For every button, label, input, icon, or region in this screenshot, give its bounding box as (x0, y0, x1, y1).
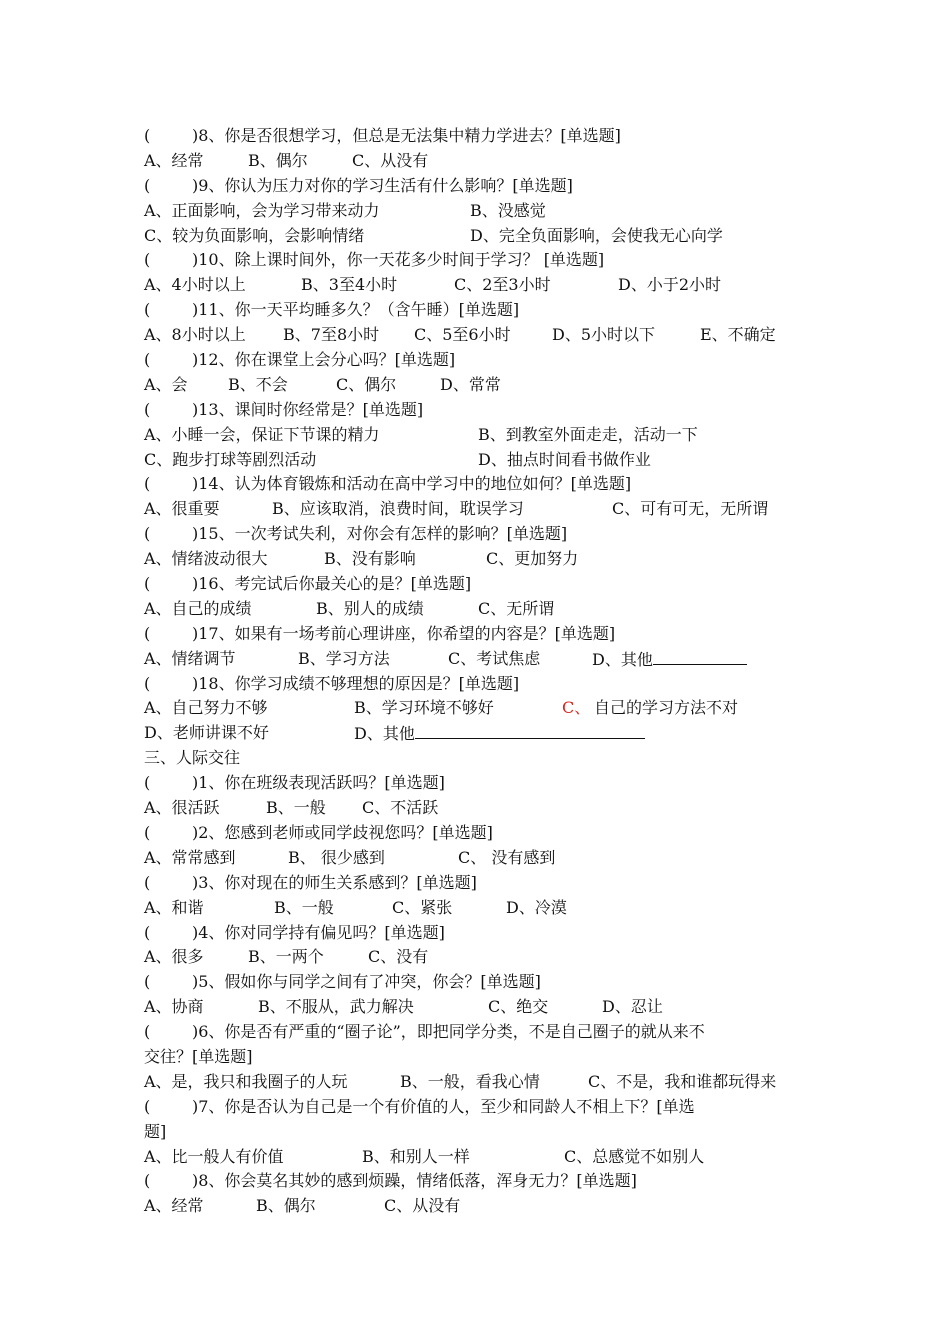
question-text: )7、你是否认为自己是一个有价值的人，至少和同龄人不相上下？[单选 (192, 1096, 695, 1116)
question-line (144, 398, 816, 423)
answer-bracket: ( (144, 574, 151, 594)
option-text: B、偶尔 (256, 1196, 316, 1216)
answer-bracket: ( (144, 300, 151, 320)
option-text: A、和谐 (144, 897, 204, 917)
question-line (144, 871, 816, 896)
option-text: A、经常 (144, 1196, 204, 1216)
answer-bracket: ( (144, 872, 151, 892)
question-line (144, 124, 816, 149)
option-text: E、不确定 (700, 325, 776, 345)
options-line (144, 796, 816, 821)
fill-in-blank (653, 647, 747, 665)
question-line (144, 771, 816, 796)
answer-bracket: ( (144, 250, 151, 270)
option-text: B、3至4小时 (301, 275, 398, 295)
option-text: C、可有可无，无所谓 (612, 499, 769, 519)
options-line (144, 1194, 816, 1219)
question-text: )10、除上课时间外，你一天花多少时间于学习？ [单选题] (192, 250, 605, 270)
question-text: )9、你认为压力对你的学习生活有什么影响？[单选题] (192, 175, 573, 195)
option-text: B、7至8小时 (283, 325, 380, 345)
option-text: C、跑步打球等剧烈活动 (144, 449, 317, 469)
question-text: )15、一次考试失利，对你会有怎样的影响？[单选题] (192, 524, 568, 544)
options-line (144, 597, 816, 622)
question-line (144, 1095, 816, 1120)
options-line (144, 224, 816, 249)
option-text: C、 没有感到 (458, 847, 556, 867)
options-line (144, 945, 816, 970)
option-text: C、5至6小时 (414, 325, 511, 345)
options-line (144, 995, 816, 1020)
option-text: A、常常感到 (144, 847, 236, 867)
option-text: D、其他 (592, 647, 747, 673)
question-text: )16、考完试后你最关心的是？[单选题] (192, 574, 472, 594)
fill-in-blank (415, 721, 645, 739)
option-text: C、较为负面影响，会影响情绪 (144, 225, 365, 245)
options-line (144, 696, 816, 721)
option-text: C、从没有 (352, 150, 429, 170)
question-line (144, 472, 816, 497)
answer-bracket: ( (144, 175, 151, 195)
answer-bracket: ( (144, 524, 151, 544)
answer-bracket: ( (144, 350, 151, 370)
question-line (144, 1169, 816, 1194)
option-text: 自己的学习方法不对 (594, 698, 739, 718)
options-line (144, 273, 816, 298)
option-text: B、和别人一样 (362, 1146, 470, 1166)
option-text: D、5小时以下 (552, 325, 656, 345)
option-text: A、4小时以上 (144, 275, 246, 295)
question-text: )14、认为体育锻炼和活动在高中学习中的地位如何？[单选题] (192, 474, 632, 494)
question-text: )4、你对同学持有偏见吗？[单选题] (192, 922, 445, 942)
question-text: )8、你会莫名其妙的感到烦躁，情绪低落，浑身无力？[单选题] (192, 1171, 637, 1191)
option-text: B、到教室外面走走，活动一下 (478, 424, 698, 444)
options-line (144, 721, 816, 746)
option-text: A、情绪调节 (144, 648, 236, 668)
option-text: C、从没有 (384, 1196, 461, 1216)
options-line (144, 423, 816, 448)
option-text: B、一般 (274, 897, 334, 917)
questionnaire-content (144, 124, 816, 1219)
answer-bracket: ( (144, 972, 151, 992)
answer-bracket: ( (144, 922, 151, 942)
option-text: B、偶尔 (248, 150, 308, 170)
answer-bracket: ( (144, 474, 151, 494)
option-text: D、小于2小时 (618, 275, 722, 295)
options-line (144, 373, 816, 398)
question-line (144, 572, 816, 597)
option-text: D、完全负面影响，会使我无心向学 (470, 225, 723, 245)
question-line (144, 622, 816, 647)
question-line (144, 921, 816, 946)
options-line (144, 199, 816, 224)
options-line (144, 647, 816, 672)
option-text: C、偶尔 (336, 374, 397, 394)
question-text: )17、如果有一场考前心理讲座，你希望的内容是？[单选题] (192, 623, 616, 643)
option-text: C、绝交 (488, 997, 549, 1017)
question-text: )2、您感到老师或同学歧视您吗？[单选题] (192, 822, 493, 842)
answer-bracket: ( (144, 1096, 151, 1116)
option-text: A、自己努力不够 (144, 698, 268, 718)
option-text: C、无所谓 (478, 598, 555, 618)
answer-bracket: ( (144, 399, 151, 419)
option-text: C、2至3小时 (454, 275, 551, 295)
question-line (144, 174, 816, 199)
question-text: )5、假如你与同学之间有了冲突，你会？[单选题] (192, 972, 541, 992)
question-text: )11、你一天平均睡多久？（含午睡）[单选题] (192, 300, 520, 320)
option-text: C、没有 (368, 947, 429, 967)
option-text: D、抽点时间看书做作业 (478, 449, 651, 469)
section-title: 三、人际交往 (144, 748, 241, 768)
answer-bracket: ( (144, 673, 151, 693)
question-line (144, 821, 816, 846)
options-line (144, 149, 816, 174)
option-text: C、更加努力 (486, 549, 579, 569)
question-line (144, 298, 816, 323)
option-text: A、正面影响，会为学习带来动力 (144, 200, 380, 220)
option-text: D、冷漠 (506, 897, 567, 917)
answer-bracket: ( (144, 773, 151, 793)
question-text: )6、你是否有严重的“圈子论”，即把同学分类，不是自己圈子的就从来不 (192, 1022, 705, 1042)
answer-bracket: ( (144, 1171, 151, 1191)
options-line (144, 497, 816, 522)
option-text: A、很重要 (144, 499, 220, 519)
question-text: )12、你在课堂上会分心吗？[单选题] (192, 350, 456, 370)
option-text: C、总感觉不如别人 (564, 1146, 705, 1166)
option-text: B、一般，看我心情 (400, 1071, 540, 1091)
question-text: )3、你对现在的师生关系感到？[单选题] (192, 872, 477, 892)
option-text: B、一般 (266, 798, 326, 818)
option-text: C、 (562, 698, 591, 718)
option-text: C、不是，我和谁都玩得来 (588, 1071, 777, 1091)
options-line (144, 1145, 816, 1170)
option-text: D、老师讲课不好 (144, 723, 269, 743)
option-text: D、忍让 (602, 997, 663, 1017)
option-text: C、考试焦虑 (448, 648, 541, 668)
option-text: A、比一般人有价值 (144, 1146, 284, 1166)
option-text: A、自己的成绩 (144, 598, 252, 618)
option-text: B、学习环境不够好 (354, 698, 494, 718)
option-text: B、应该取消，浪费时间，耽误学习 (272, 499, 524, 519)
question-text: )13、课间时你经常是？[单选题] (192, 399, 424, 419)
option-text: A、会 (144, 374, 188, 394)
answer-bracket: ( (144, 1022, 151, 1042)
question-line (144, 1020, 816, 1045)
option-text: A、经常 (144, 150, 204, 170)
question-text: )8、你是否很想学习，但总是无法集中精力学进去？[单选题] (192, 126, 621, 145)
options-line (144, 323, 816, 348)
option-text: C、紧张 (392, 897, 453, 917)
option-text: A、是，我只和我圈子的人玩 (144, 1071, 348, 1091)
option-text: D、其他 (354, 721, 645, 747)
option-text: A、协商 (144, 997, 204, 1017)
option-text: B、一两个 (248, 947, 324, 967)
option-text: D、常常 (440, 374, 501, 394)
question-line (144, 248, 816, 273)
options-line (144, 846, 816, 871)
option-text: B、没感觉 (470, 200, 546, 220)
option-text: A、小睡一会，保证下节课的精力 (144, 424, 380, 444)
answer-bracket: ( (144, 126, 151, 145)
option-text: A、情绪波动很大 (144, 549, 268, 569)
option-text: B、学习方法 (298, 648, 390, 668)
question-continuation: 交往？[单选题] (144, 1046, 253, 1066)
option-text: A、很多 (144, 947, 204, 967)
option-text: A、8小时以上 (144, 325, 246, 345)
option-text: B、没有影响 (324, 549, 416, 569)
option-text: B、别人的成绩 (316, 598, 424, 618)
question-text: )18、你学习成绩不够理想的原因是？[单选题] (192, 673, 520, 693)
answer-bracket: ( (144, 822, 151, 842)
option-text: B、不会 (228, 374, 288, 394)
option-text: B、不服从，武力解决 (258, 997, 414, 1017)
option-text: C、不活跃 (362, 798, 439, 818)
options-line (144, 448, 816, 473)
question-line (144, 970, 816, 995)
question-line (144, 522, 816, 547)
question-text: )1、你在班级表现活跃吗？[单选题] (192, 773, 445, 793)
option-text: B、 很少感到 (288, 847, 385, 867)
option-text: A、很活跃 (144, 798, 220, 818)
options-line (144, 547, 816, 572)
question-continuation: 题] (144, 1121, 167, 1141)
options-line (144, 896, 816, 921)
options-line (144, 1070, 816, 1095)
question-line (144, 672, 816, 697)
answer-bracket: ( (144, 623, 151, 643)
question-line (144, 348, 816, 373)
